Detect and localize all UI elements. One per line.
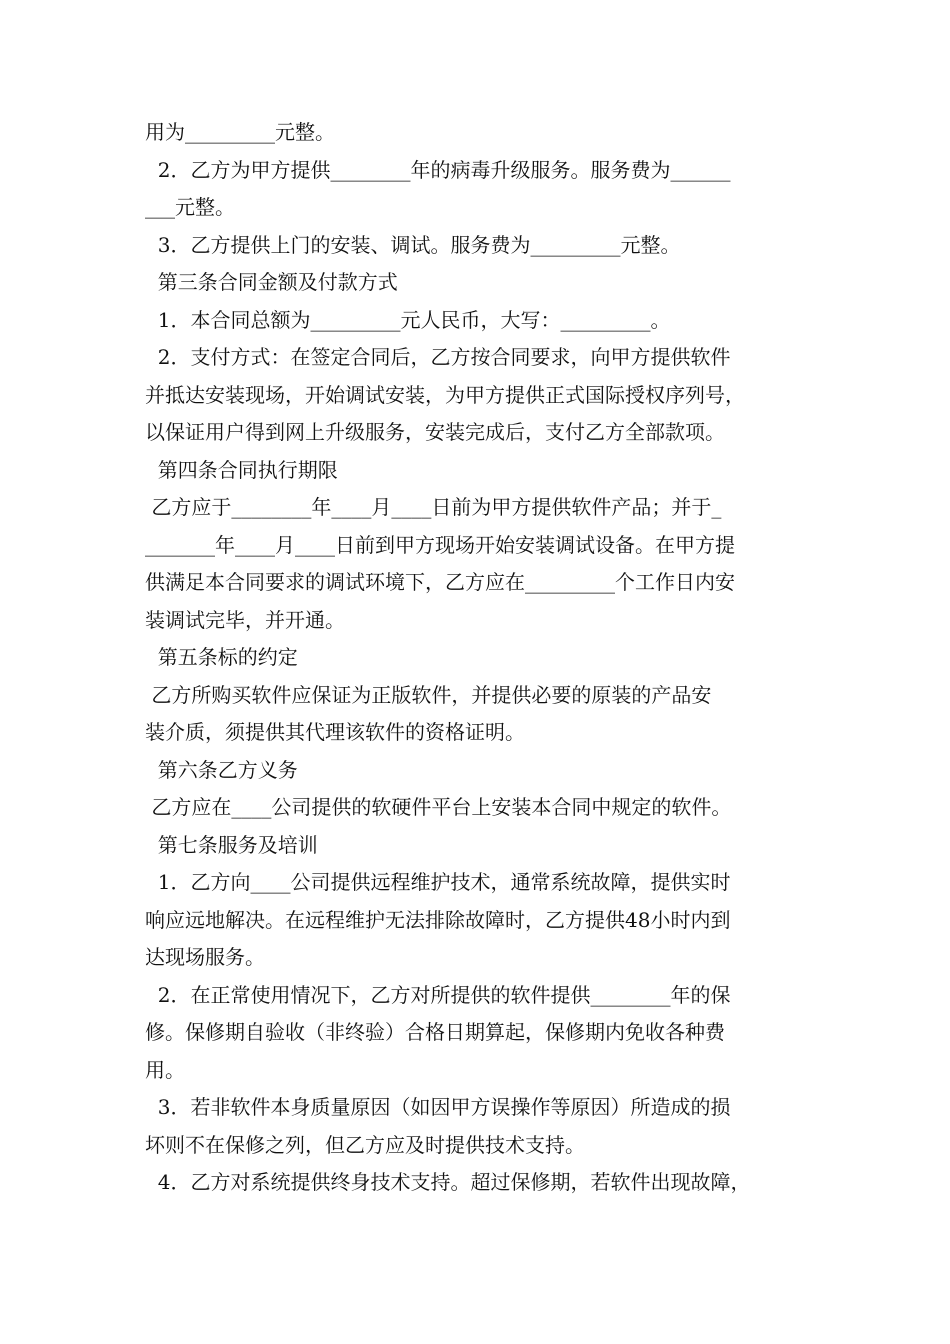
text-line: 1．本合同总额为_________元人民币，大写：_________。 <box>145 307 671 332</box>
text-line: 坏则不在保修之列，但乙方应及时提供技术支持。 <box>145 1132 585 1157</box>
section-heading: 第五条标的约定 <box>145 645 298 669</box>
section-heading: 第四条合同执行期限 <box>145 457 338 482</box>
text-line: 3．若非软件本身质量原因（如因甲方误操作等原因）所造成的损 <box>145 1095 731 1119</box>
text-line: 2．乙方为甲方提供________年的病毒升级服务。服务费为______ <box>145 157 731 182</box>
section-heading: 第三条合同金额及付款方式 <box>145 270 398 294</box>
text-line: 3．乙方提供上门的安装、调试。服务费为_________元整。 <box>145 232 681 257</box>
section-heading: 第七条服务及培训 <box>145 832 318 857</box>
text-line: _______年____月____日前到甲方现场开始安装调试设备。在甲方提 <box>145 532 735 557</box>
text-line: 4．乙方对系统提供终身技术支持。超过保修期，若软件出现故障， <box>145 1170 751 1194</box>
text-line: 2．在正常使用情况下，乙方对所提供的软件提供________年的保 <box>145 982 731 1007</box>
text-line: 2．支付方式：在签定合同后，乙方按合同要求，向甲方提供软件 <box>145 345 731 369</box>
text-line: 达现场服务。 <box>145 945 265 969</box>
text-line: 用。 <box>145 1057 185 1082</box>
text-line: ___元整。 <box>145 195 235 219</box>
text-line: 1．乙方向____公司提供远程维护技术，通常系统故障，提供实时 <box>145 870 731 894</box>
document-body <box>145 114 815 1202</box>
text-line: 供满足本合同要求的调试环境下，乙方应在_________个工作日内安 <box>145 570 735 594</box>
text-line: 装介质，须提供其代理该软件的资格证明。 <box>145 720 525 744</box>
text-line: 响应远地解决。在远程维护无法排除故障时，乙方提供48小时内到 <box>145 907 731 932</box>
section-heading: 第六条乙方义务 <box>145 757 298 782</box>
text-line: 乙方所购买软件应保证为正版软件，并提供必要的原装的产品安 <box>145 682 712 707</box>
text-line: 乙方应在____公司提供的软硬件平台上安装本合同中规定的软件。 <box>145 795 732 819</box>
text-line: 以保证用户得到网上升级服务，安装完成后，支付乙方全部款项。 <box>145 420 725 444</box>
text-line: 修。保修期自验收（非终验）合格日期算起，保修期内免收各种费 <box>145 1020 725 1044</box>
text-line: 装调试完毕，并开通。 <box>145 607 345 632</box>
text-line: 并抵达安装现场，开始调试安装，为甲方提供正式国际授权序列号， <box>145 382 745 407</box>
text-line: 用为_________元整。 <box>145 120 335 144</box>
text-line: 乙方应于________年____月____日前为甲方提供软件产品；并于_ <box>145 495 722 519</box>
